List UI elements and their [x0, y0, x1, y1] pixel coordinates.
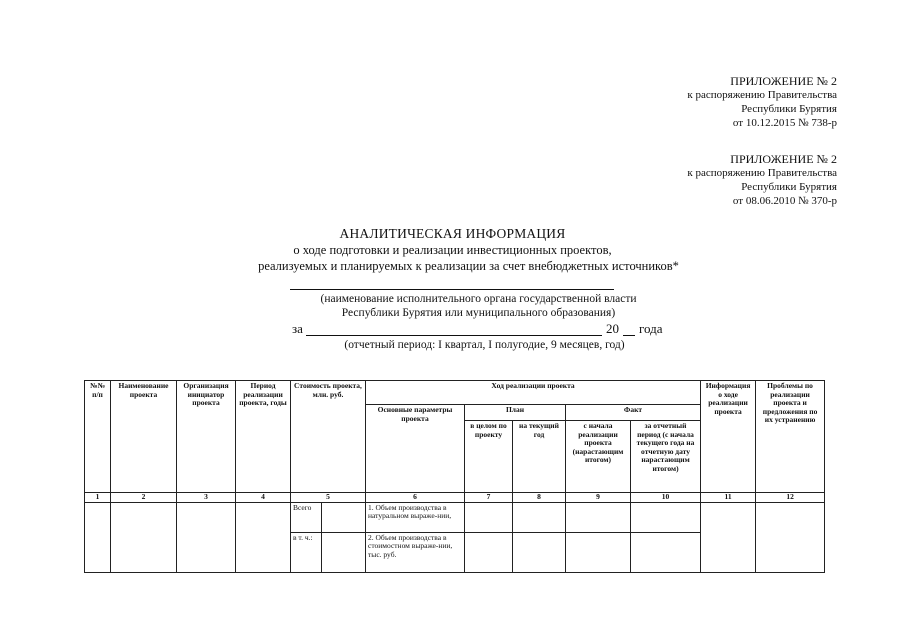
appendix-block-2: [687, 152, 837, 208]
column-number: 11: [701, 493, 756, 503]
table-cell: [322, 532, 366, 572]
table-cell: [513, 502, 566, 532]
table-cell: [85, 502, 111, 572]
table-cell: [631, 502, 701, 532]
header-col-name: Наименование проекта: [111, 381, 177, 493]
cost-including-label: в т. ч.:: [291, 532, 322, 572]
organization-note: Республики Бурятия или муниципального образования): [341, 307, 616, 319]
report-table: [84, 380, 825, 573]
table-cell: [631, 532, 701, 572]
document-subtitle: реализуемых и планируемых к реализации за счет внебюджетных источников*: [258, 259, 679, 273]
header-col-fact: Факт: [566, 405, 701, 421]
period-note: (отчетный период: I квартал, I полугодие, 9 месяцев, год): [344, 339, 625, 351]
document-title: АНАЛИТИЧЕСКАЯ ИНФОРМАЦИЯ: [339, 226, 566, 241]
table-cell: [322, 502, 366, 532]
header-col-plan: План: [465, 405, 566, 421]
table-cell: [701, 502, 756, 572]
header-col-org: Организация инициатор проекта: [177, 381, 236, 493]
reporting-period-row: [292, 321, 672, 339]
header-col-progress: Ход реализации проекта: [366, 381, 701, 405]
table-cell: [465, 532, 513, 572]
column-number: 8: [513, 493, 566, 503]
column-number: 10: [631, 493, 701, 503]
cost-total-label: Всего: [291, 502, 322, 532]
period-blank-line: [306, 335, 602, 336]
table-cell: [756, 502, 825, 572]
table-cell: [236, 502, 291, 572]
appendix-line: Республики Бурятия: [741, 181, 837, 193]
header-col-plan-total: в целом по проекту: [465, 421, 513, 493]
organization-note: (наименование исполнительного органа государственной власти: [320, 293, 637, 305]
column-number: 1: [85, 493, 111, 503]
appendix-line: Республики Бурятия: [741, 103, 837, 115]
appendix-line: от 08.06.2010 № 370-р: [732, 195, 837, 207]
column-number: 2: [111, 493, 177, 503]
document-subtitle: о ходе подготовки и реализации инвестиционных проектов,: [293, 243, 612, 257]
header-col-plan-year: на текущий год: [513, 421, 566, 493]
table-cell: [566, 532, 631, 572]
header-col-problems: Проблемы по реализации проекта и предложения по их устранению: [756, 381, 825, 493]
appendix-line: к распоряжению Правительства: [687, 167, 837, 179]
table-cell: [177, 502, 236, 572]
param-cell: 2. Объем производства в стоимостном выраже-нии, тыс. руб.: [366, 532, 465, 572]
column-number: 6: [366, 493, 465, 503]
header-col-fact-period: за отчетный период (с начала текущего года на отчетную дату нарастающим итогом): [631, 421, 701, 493]
period-prefix: за: [292, 321, 303, 336]
appendix-title: ПРИЛОЖЕНИЕ № 2: [730, 152, 837, 166]
organization-name-line: [290, 289, 614, 290]
header-col-params: Основные параметры проекта: [366, 405, 465, 493]
column-numbers-row: [85, 493, 825, 503]
period-suffix: года: [639, 321, 663, 336]
header-col-fact-start: с начала реализации проекта (нарастающим итогом): [566, 421, 631, 493]
appendix-line: к распоряжению Правительства: [687, 89, 837, 101]
column-number: 12: [756, 493, 825, 503]
table-cell: [513, 532, 566, 572]
appendix-title: ПРИЛОЖЕНИЕ № 2: [730, 74, 837, 88]
column-number: 3: [177, 493, 236, 503]
column-number: 7: [465, 493, 513, 503]
column-number: 4: [236, 493, 291, 503]
header-col-info: Информация о ходе реализации проекта: [701, 381, 756, 493]
header-col-num: №№ п/п: [85, 381, 111, 493]
period-year-prefix: 20: [606, 321, 619, 336]
table-cell: [566, 502, 631, 532]
column-number: 9: [566, 493, 631, 503]
table-cell: [111, 502, 177, 572]
table-row: [85, 502, 825, 532]
header-col-period: Период реализации проекта, годы: [236, 381, 291, 493]
table-cell: [465, 502, 513, 532]
period-year-blank-line: [623, 335, 635, 336]
param-cell: 1. Объем производства в натуральном выраже-нии,: [366, 502, 465, 532]
appendix-block-1: [687, 74, 837, 130]
header-col-cost: Стоимость проекта, млн. руб.: [291, 381, 366, 493]
appendix-line: от 10.12.2015 № 738-р: [732, 117, 837, 129]
column-number: 5: [291, 493, 366, 503]
